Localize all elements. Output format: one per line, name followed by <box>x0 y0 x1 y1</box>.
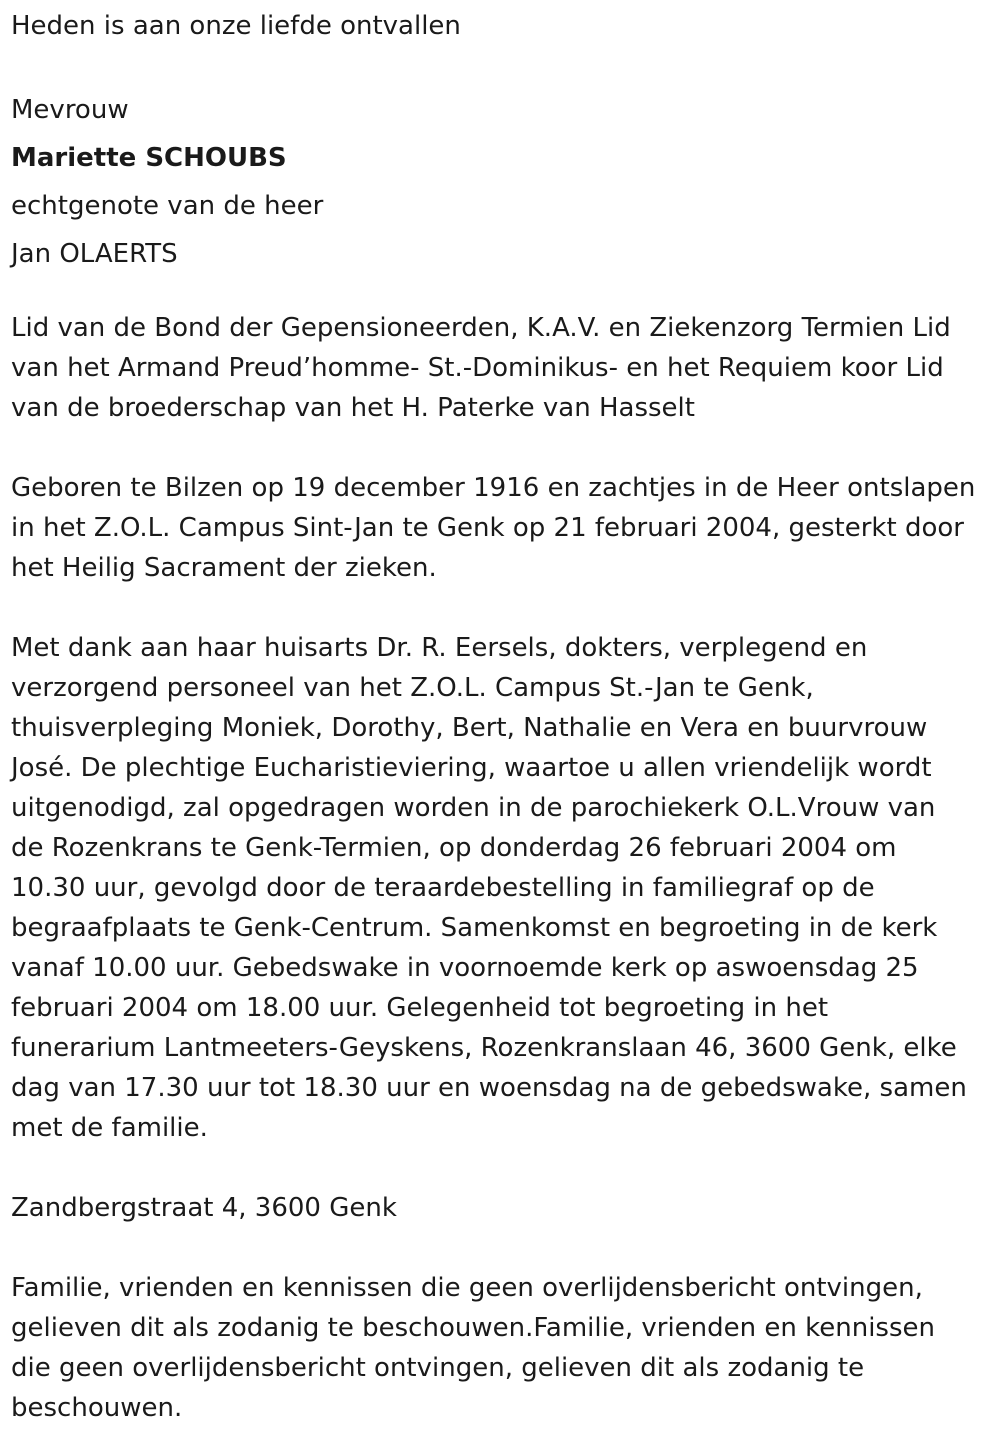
membership-paragraph: Lid van de Bond der Gepensioneerden, K.A.V. en Ziekenzorg Termien Lid van het Armand Preud’homme- St.-Dominikus- en het Requiem koor Lid van de broederschap van het H. Paterke van Hasselt <box>11 313 951 423</box>
birth-death-paragraph: Geboren te Bilzen op 19 december 1916 en zachtjes in de Heer ontslapen in het Z.O.L. Campus Sint-Jan te Genk op 21 februari 2004, gesterkt door het Heilig Sacrament der zieken. <box>11 473 976 583</box>
name-block <box>11 86 986 278</box>
spacer <box>11 278 986 308</box>
spacer <box>11 428 986 468</box>
deceased-name: Mariette SCHOUBS <box>11 143 287 173</box>
intro-text: Heden is aan onze liefde ontvallen <box>11 11 461 41</box>
spacer <box>11 46 986 86</box>
spacer <box>11 1228 986 1268</box>
salutation: Mevrouw <box>11 95 129 125</box>
relation-text: echtgenote van de heer <box>11 191 324 221</box>
thanks-funeral-paragraph: Met dank aan haar huisarts Dr. R. Eersels, dokters, verplegend en verzorgend personeel van het Z.O.L. Campus St.-Jan te Genk, thuisverpleging Moniek, Dorothy, Bert, Nathalie en Vera en buurvrouw José. De plechtige Eucharistieviering, waartoe u allen vriendelijk wordt uitgenodigd, zal opgedragen worden in de parochiekerk O.L.Vrouw van de Rozenkrans te Genk-Termien, op donderdag 26 februari 2004 om 10.30 uur, gevolgd door de teraardebestelling in familiegraf op de begraafplaats te Genk-Centrum. Samenkomst en begroeting in de kerk vanaf 10.00 uur. Gebedswake in voornoemde kerk op aswoensdag 25 februari 2004 om 18.00 uur. Gelegenheid tot begroeting in het funerarium Lantmeeters-Geyskens, Rozenkranslaan 46, 3600 Genk, elke dag van 17.30 uur tot 18.30 uur en woensdag na de gebedswake, samen met de familie. <box>11 633 967 1143</box>
spacer <box>11 588 986 628</box>
address: Zandbergstraat 4, 3600 Genk <box>11 1193 397 1223</box>
spacer <box>11 1148 986 1188</box>
closing-paragraph: Familie, vrienden en kennissen die geen overlijdensbericht ontvingen, gelieven dit als zodanig te beschouwen.Familie, vrienden en kennissen die geen overlijdensbericht ontvingen, gelieven dit als zodanig te beschouwen. <box>11 1273 936 1423</box>
death-notice <box>11 6 986 1428</box>
spouse-name: Jan OLAERTS <box>11 239 178 269</box>
